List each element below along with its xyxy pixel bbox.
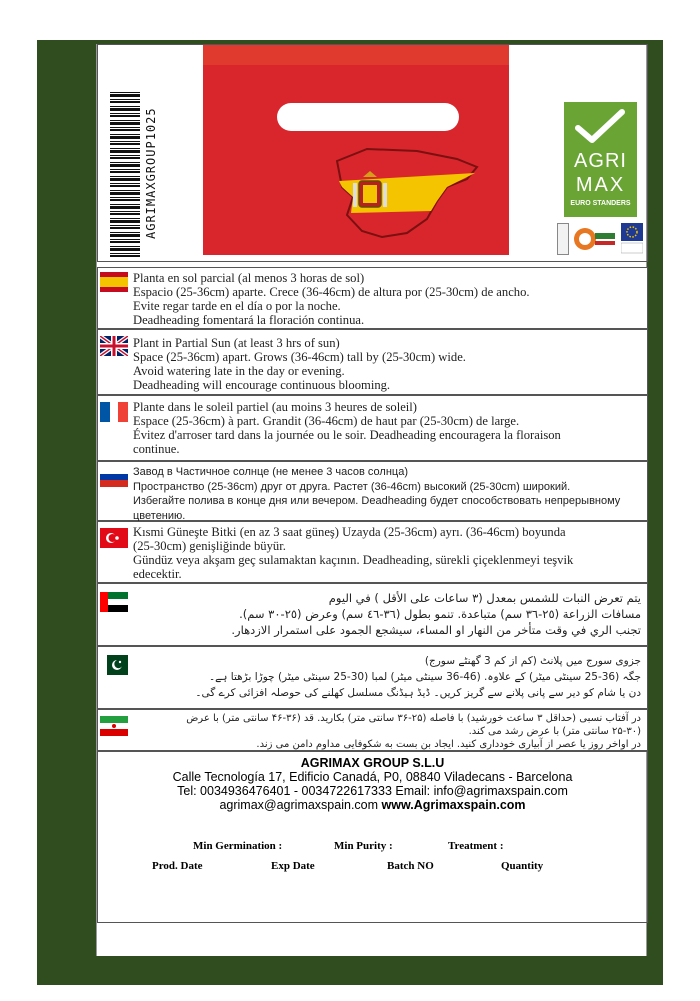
text-line: در اواخر روز یا عصر از آبیاری خودداری کنید. ایجاد بن بست به شکوفایی مداوم دامن می زند. [256,739,641,750]
text-line: Espace (25-36cm) à part. Grandit (36-46cm) de haut par (25-30cm) de large. [133,414,520,428]
checkmark-icon [574,108,626,146]
text-line: جگہ (36-25 سینٹی میٹر) کے علاوہ. (46-36 سینٹی میٹر) لمبا (30-25 سینٹی میٹر) چوڑا بڑھتا ہے۔ [208,671,641,683]
persian-text [133,712,641,751]
packet-label [96,44,647,956]
quantity-label: Quantity [501,860,544,872]
text-line: Avoid watering late in the day or evening. [133,364,345,378]
text-line: цветению. [133,509,186,522]
text-line: (۲۵-۳۰ سانتی متر) با عرض رشد می کند. [468,726,641,737]
france-flag-icon [100,402,128,422]
text-line: Gündüz veya akşam geç sulamaktan kaçının. Deadheading, sürekli çiçeklenmeyi teşvik [133,553,574,567]
barcode-text: AGRIMAXGROUP1025 [144,107,158,239]
uk-flag-icon [100,336,128,356]
spain-flag-icon [100,272,128,292]
min-germination-label: Min Germination : [193,840,283,852]
eu-stars-icon [621,223,643,255]
text-line: Kısmi Güneşte Bitki (en az 3 saat güneş) Uzayda (25-36cm) ayrı. (36-46cm) boyunda [133,525,566,539]
iso-certificate-icon [557,223,569,255]
text-line: Évitez d'arroser tard dans la journée ou le soir. Deadheading encouragera la floraison [133,428,561,442]
russian-text [133,465,641,523]
text-line: تجنب الري في وقت متأخر من النهار او المساء، سيشجع الجمود على استمرار الازدهار. [231,623,641,637]
company-website[interactable]: www.Agrimaxspain.com [381,798,526,812]
uae-flag-icon [100,592,128,612]
turkey-flag-icon [100,528,128,548]
text-line: Espacio (25-36cm) aparte. Crece (36-46cm) de altura por (25-30cm) de ancho. [133,285,530,299]
section-urdu [97,646,648,709]
section-arabic [97,583,648,646]
company-name: AGRIMAX GROUP S.L.U [300,756,445,770]
text-line: Plante dans le soleil partiel (au moins 3 heures de soleil) [133,400,417,414]
text-line: continue. [133,442,180,456]
spanish-text [133,271,641,327]
section-persian [97,709,648,751]
text-line: edecektir. [133,567,182,581]
hang-hole [277,103,459,131]
pakistan-flag-icon [100,655,128,675]
prod-date-label: Prod. Date [152,860,203,872]
section-spanish [97,267,648,329]
section-turkish [97,521,648,583]
text-line: (25-30cm) genişliğinde büyür. [133,539,286,553]
agrimax-logo [564,102,637,217]
english-text [133,336,641,392]
systems-certification-icon [573,223,617,255]
french-text [133,400,641,456]
text-line: Пространство (25-36cm) друг от друга. Растет (36-46cm) высокий (25-30cm) широкий. [133,480,571,493]
text-line: Избегайте полива в конце дня или вечером. Deadheading будет способствовать непрерывному [133,495,621,507]
company-footer [97,751,648,923]
company-address: Calle Tecnología 17, Edificio Canadá, P0, 08840 Viladecans - Barcelona [172,770,573,784]
company-phone: Tel: 0034936476401 - 0034722617333 Email: info@agrimaxspain.com [177,784,568,798]
urdu-text [133,653,641,701]
logo-line-agri: AGRI [574,150,627,172]
russia-flag-icon [100,467,128,487]
text-line: Deadheading will encourage continuous blooming. [133,378,391,392]
exp-date-label: Exp Date [271,860,315,872]
section-english [97,329,648,395]
treatment-label: Treatment : [448,840,504,852]
certification-badges [557,223,645,257]
text-line: يتم تعرض النبات للشمس بمعدل (٣ ساعات على الأقل ) في اليوم [328,591,641,605]
barcode [104,89,170,259]
spain-flag-banner [203,45,509,255]
text-line: Planta en sol parcial (al menos 3 horas de sol) [133,271,365,285]
text-line: مسافات الزراعة (٢٥-٣٦ سم) متباعدة. تنمو بطول (٣٦-٤٦ سم) وعرض (٢٥-٣٠ سم). [239,607,641,621]
text-line: Space (25-36cm) apart. Grows (36-46cm) tall by (25-30cm) wide. [133,350,466,364]
arabic-text [133,590,641,638]
min-purity-label: Min Purity : [334,840,393,852]
text-line: Завод в Частичное солнце (не менее 3 часов солнца) [133,466,408,478]
text-line: جزوی سورج میں پلانٹ (کم از کم 3 گھنٹے سورج) [424,655,641,667]
company-web [98,798,647,812]
batch-no-label: Batch NO [387,860,434,872]
text-line: Evite regar tarde en el día o por la noche. [133,299,341,313]
text-line: Plant in Partial Sun (at least 3 hrs of sun) [133,336,340,350]
section-russian [97,461,648,521]
barcode-icon [110,89,140,257]
turkish-text [133,525,641,581]
seed-packet [37,40,663,985]
iran-flag-icon [100,716,128,736]
packet-header [97,44,648,262]
logo-line-max: MAX [575,174,626,196]
text-line: دن یا شام کو دیر سے پانی پلانے سے گریز کریں۔ ڈیڈ ہیڈنگ مسلسل کھلنے کی حوصلہ افزائی کرے گی۔ [195,687,641,699]
text-line: در آفتاب نسبی (حداقل ۳ ساعت خورشید) با فاصله (۲۵-۳۶ سانتی متر) بکارید. قد (۳۶-۴۶ سانتی متر) با عرض [186,713,641,724]
text-line: Deadheading fomentará la floración continua. [133,313,365,327]
company-email[interactable]: agrimax@agrimaxspain.com [219,798,379,812]
section-french [97,395,648,461]
spain-map-icon [327,141,517,246]
logo-tagline: EURO STANDERS [570,200,631,207]
